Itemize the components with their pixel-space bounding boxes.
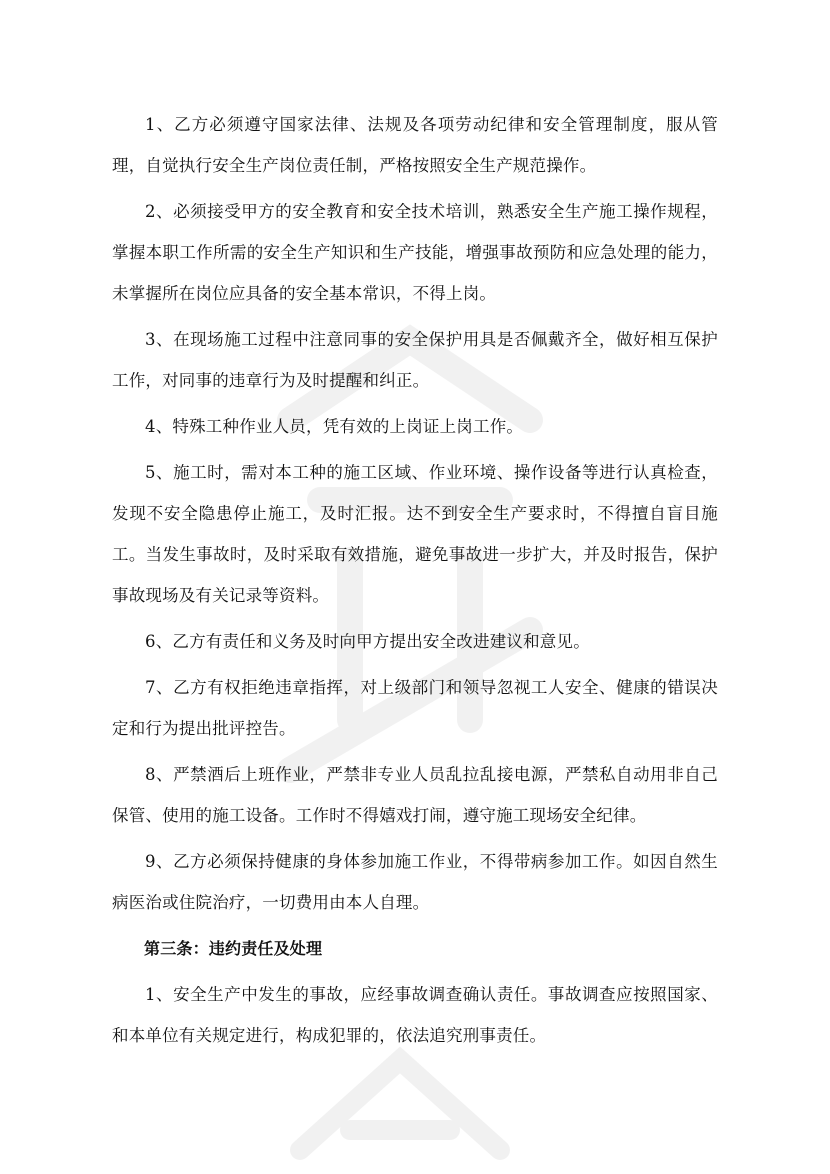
paragraph-8: 8、严禁酒后上班作业，严禁非专业人员乱拉乱接电源，严禁私自动用非自己保管、使用的施工设备。工作时不得嬉戏打闹，遵守施工现场安全纪律。 <box>112 765 718 825</box>
section-paragraph-1: 1、安全生产中发生的事故，应经事故调查确认责任。事故调查应按照国家、和本单位有关规定进行，构成犯罪的，依法追究刑事责任。 <box>112 985 718 1045</box>
paragraph-9: 9、乙方必须保持健康的身体参加施工作业，不得带病参加工作。如因自然生病医治或住院治疗，一切费用由本人自理。 <box>112 852 718 912</box>
paragraph-7: 7、乙方有权拒绝违章指挥，对上级部门和领导忽视工人安全、健康的错误决定和行为提出批评控告。 <box>112 678 718 738</box>
paragraph-1: 1、乙方必须遵守国家法律、法规及各项劳动纪律和安全管理制度，服从管理，自觉执行安全生产岗位责任制，严格按照安全生产规范操作。 <box>112 115 718 175</box>
document-body <box>112 104 718 1056</box>
section-heading: 第三条：违约责任及处理 <box>144 939 323 958</box>
paragraph-5: 5、施工时，需对本工种的施工区域、作业环境、操作设备等进行认真检查，发现不安全隐患停止施工，及时汇报。达不到安全生产要求时，不得擅自盲目施工。当发生事故时，及时采取有效措施，避免事故进一步扩大，并及时报告，保护事故现场及有关记录等资料。 <box>112 463 718 605</box>
paragraph-2: 2、必须接受甲方的安全教育和安全技术培训，熟悉安全生产施工操作规程，掌握本职工作所需的安全生产知识和生产技能，增强事故预防和应急处理的能力，未掌握所在岗位应具备的安全基本常识，不得上岗。 <box>112 202 718 303</box>
paragraph-6: 6、乙方有责任和义务及时向甲方提出安全改进建议和意见。 <box>145 632 590 651</box>
paragraph-4: 4、特殊工种作业人员，凭有效的上岗证上岗工作。 <box>145 417 524 436</box>
paragraph-3: 3、在现场施工过程中注意同事的安全保护用具是否佩戴齐全，做好相互保护工作，对同事的违章行为及时提醒和纠正。 <box>112 330 718 390</box>
watermark-graphic-bottom <box>280 1040 520 1170</box>
